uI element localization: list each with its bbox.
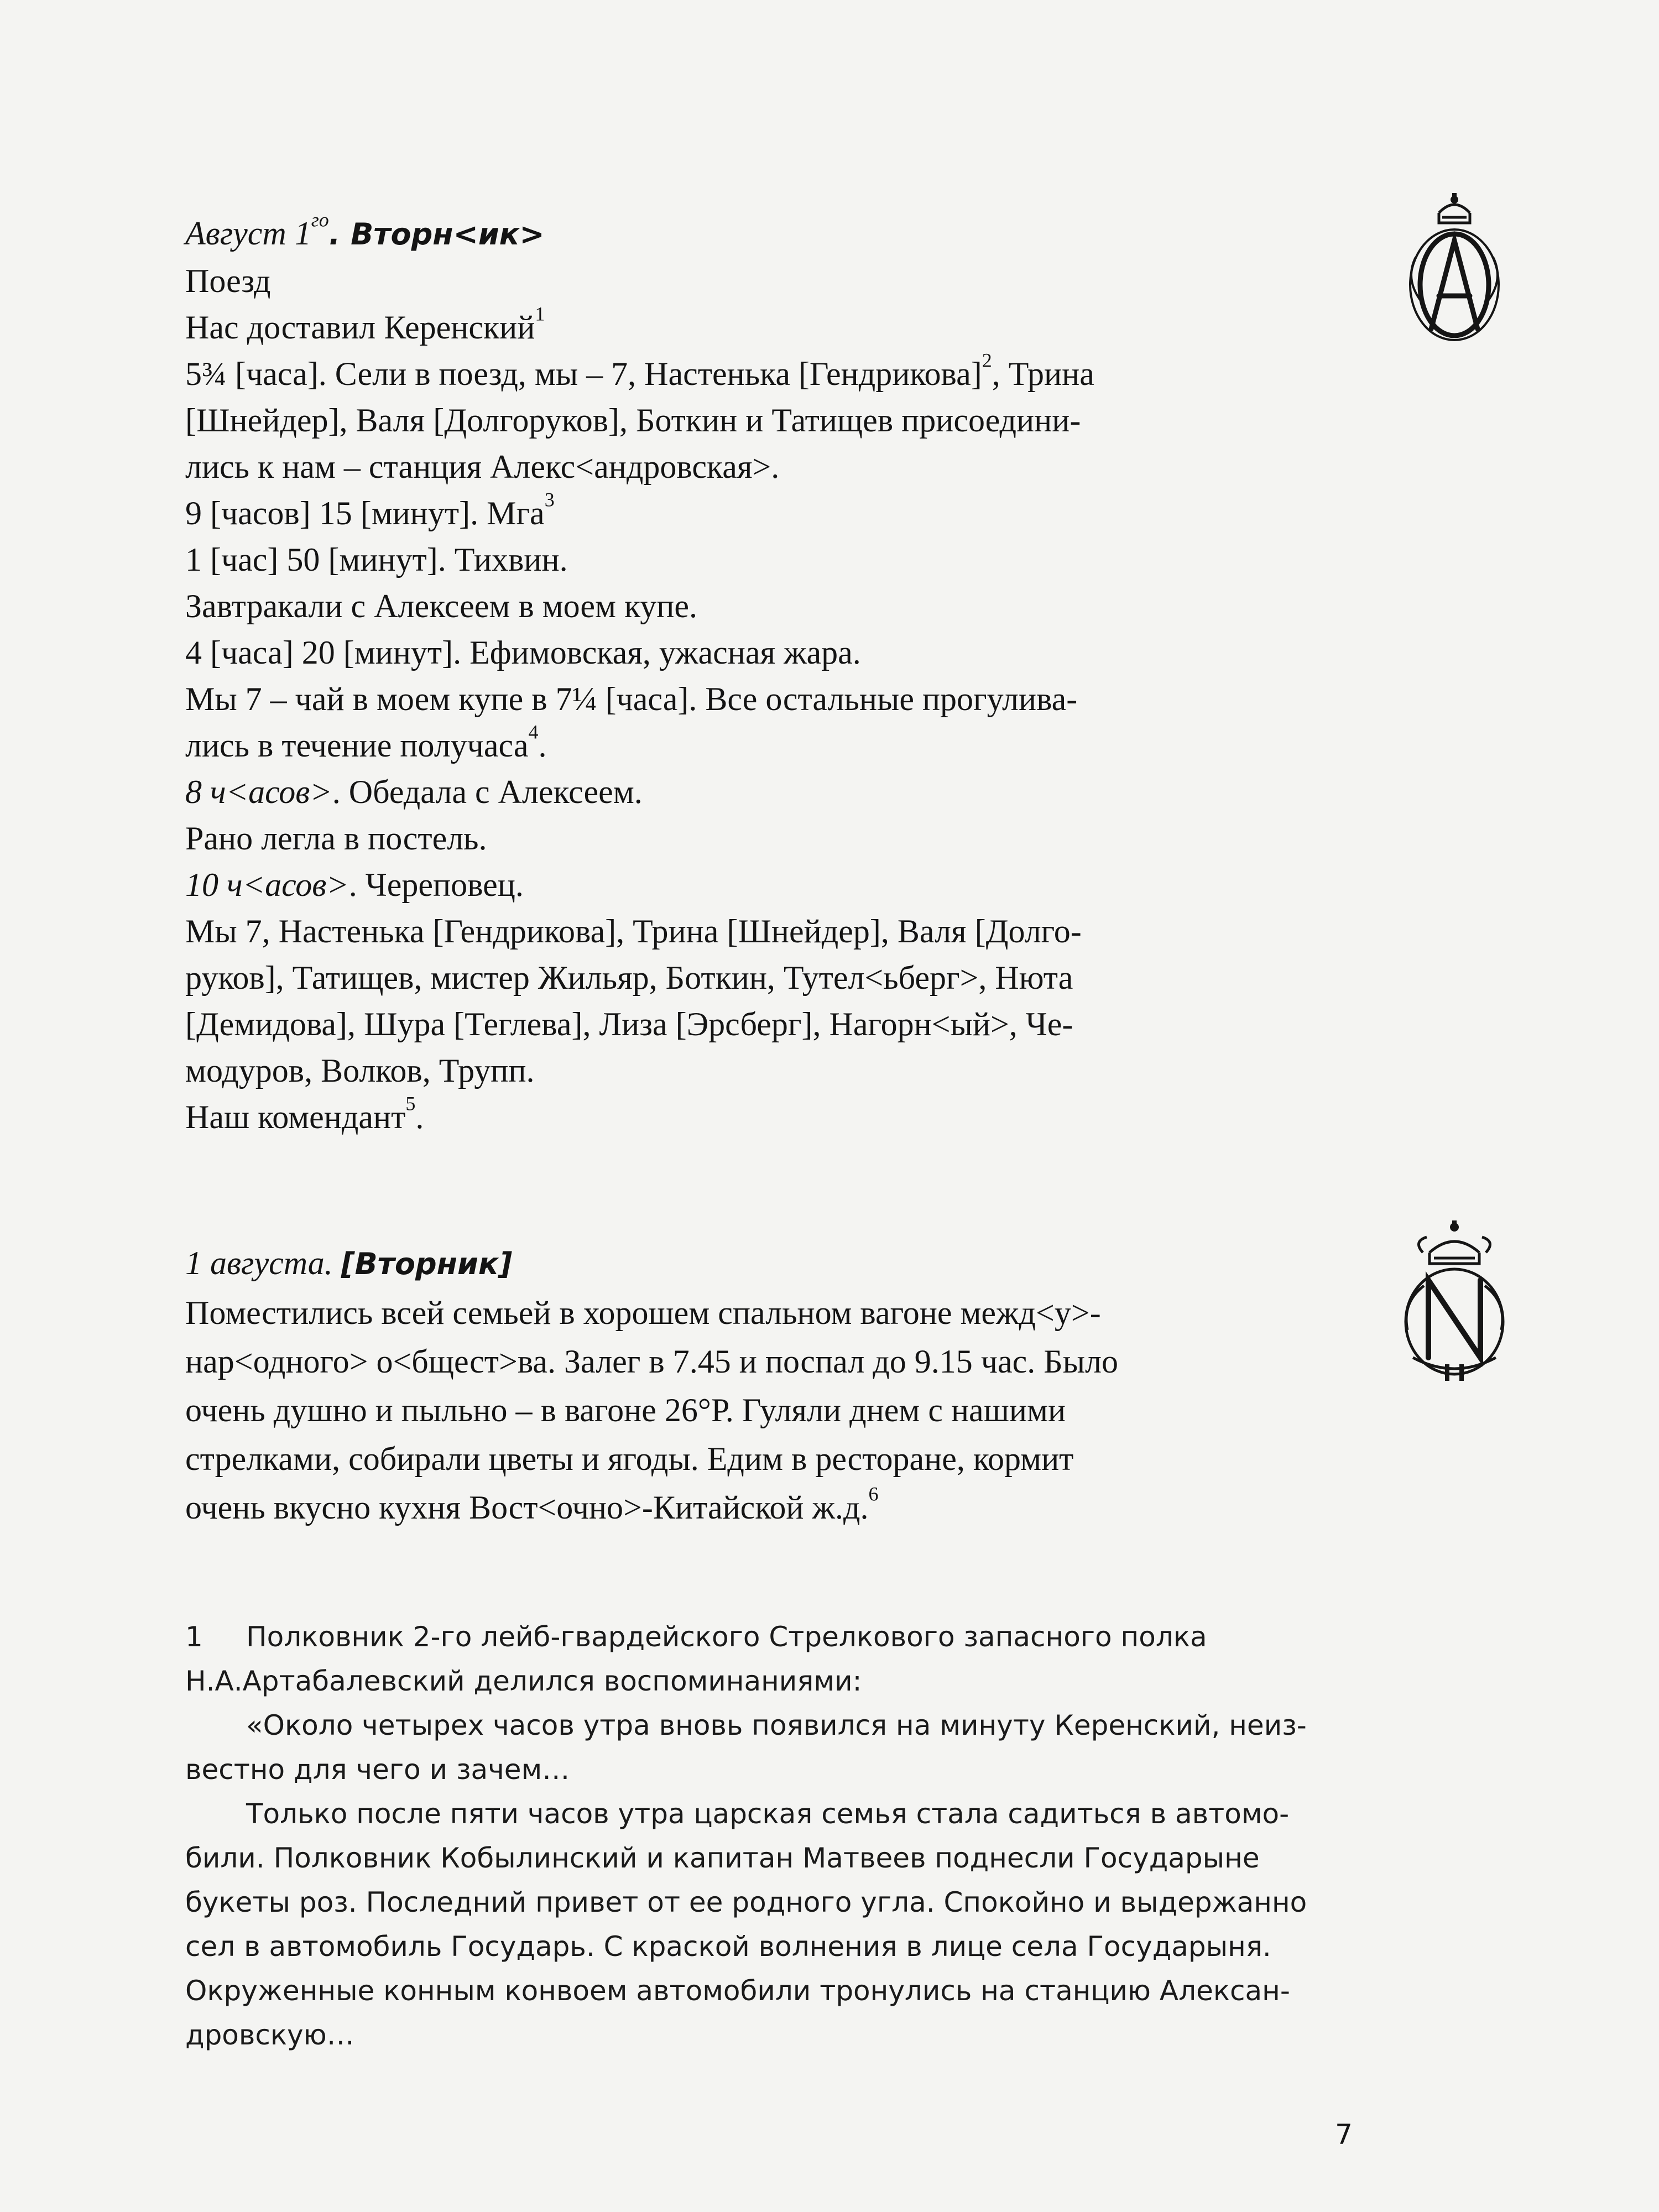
entry-time: 10 ч<асов> bbox=[185, 867, 349, 903]
entry-line: [Шнейдер], Валя [Долгоруков], Боткин и Татищев присоедини- bbox=[185, 402, 1081, 439]
entry-line: Мы 7 – чай в моем купе в 7¼ [часа]. Все остальные прогулива- bbox=[185, 681, 1078, 717]
entry-line: Завтракали с Алексеем в моем купе. bbox=[185, 588, 698, 624]
heading-date: Август 1 bbox=[185, 215, 311, 252]
footnote-number: 1 bbox=[185, 1621, 203, 1653]
footnote-line: Н.А.Артабалевский делился воспоминаниями: bbox=[185, 1665, 862, 1697]
entry-line: Поезд bbox=[185, 263, 271, 299]
footnote-line: букеты роз. Последний привет от ее родного угла. Спокойно и выдержанно bbox=[185, 1886, 1307, 1918]
entry-line bbox=[185, 304, 1374, 351]
entry-line bbox=[185, 490, 1374, 536]
footnote-ref: 3 bbox=[544, 488, 555, 511]
entry-line-text: Нас доставил Керенский bbox=[185, 309, 535, 346]
entry-line: лись в течение получаса$^4$. bbox=[185, 721, 547, 764]
entry-line-text: 9 [часов] 15 [минут]. Мга bbox=[185, 495, 545, 531]
heading-superscript: го bbox=[311, 208, 329, 231]
entry-line: Поместились всей семьей в хорошем спальном вагоне межд<у>- bbox=[185, 1295, 1101, 1331]
entry-line: нар<одного> о<бщест>ва. Залег в 7.45 и поспал до 9.15 час. Было bbox=[185, 1343, 1118, 1380]
entry-line: стрелками, собирали цветы и ягоды. Едим в ресторане, кормит bbox=[185, 1441, 1074, 1477]
entry-line-text: . Череповец. bbox=[348, 867, 524, 903]
entry-line bbox=[185, 862, 1374, 908]
entry-heading bbox=[185, 210, 1374, 258]
heading-day: [Вторник] bbox=[341, 1246, 513, 1281]
footnote-line: дровскую… bbox=[185, 2019, 354, 2051]
entry-line: Мы 7, Настенька [Гендрикова], Трина [Шнейдер], Валя [Долго- bbox=[185, 913, 1082, 950]
footnote-ref: 2 bbox=[982, 349, 992, 372]
footnote-ref: 6 bbox=[868, 1483, 879, 1505]
footnote-line: вестно для чего и зачем… bbox=[185, 1754, 570, 1786]
entry-line: 1 [час] 50 [минут]. Тихвин. bbox=[185, 541, 568, 578]
entry-line-text: 5¾ [часа]. Сели в поезд, мы – 7, Настенька [Гендрикова] bbox=[185, 356, 982, 392]
entry-line: 4 [часа] 20 [минут]. Ефимовская, ужасная жара. bbox=[185, 634, 861, 671]
entry-line: руков], Татищев, мистер Жильяр, Боткин, Тутел<ьберг>, Нюта bbox=[185, 959, 1073, 996]
footnote-line: били. Полковник Кобылинский и капитан Матвеев поднесли Государыне bbox=[185, 1842, 1260, 1874]
footnote-text: Полковник 2-го лейб-гвардейского Стрелкового запасного полка bbox=[246, 1621, 1207, 1653]
entry-line-text: лись в течение получаса bbox=[185, 727, 529, 764]
entry-line bbox=[185, 1483, 1374, 1532]
footnote-line: Только после пяти часов утра царская семья стала садиться в автомо- bbox=[246, 1798, 1290, 1830]
footnote-ref: 4 bbox=[528, 721, 539, 743]
diary-entry-nicholas bbox=[185, 1239, 1374, 1532]
entry-line bbox=[185, 351, 1374, 397]
footnote-ref: 1 bbox=[535, 302, 545, 325]
entry-line: лись к нам – станция Алекс<андровская>. bbox=[185, 448, 780, 485]
entry-line: [Демидова], Шура [Теглева], Лиза [Эрсберг], Нагорн<ый>, Че- bbox=[185, 1006, 1073, 1042]
footnote-ref: 5 bbox=[405, 1092, 416, 1115]
diary-entry-alexandra bbox=[185, 210, 1374, 1140]
crowned-monogram-a-icon bbox=[1399, 191, 1510, 346]
heading-day: . Вторн<ик> bbox=[328, 217, 545, 252]
footnote-line: Окруженные конным конвоем автомобили тронулись на станцию Алексан- bbox=[185, 1975, 1290, 2007]
crowned-monogram-n-icon bbox=[1396, 1219, 1512, 1385]
entry-time: 8 ч<асов> bbox=[185, 774, 332, 810]
entry-line bbox=[185, 769, 1374, 815]
entry-heading bbox=[185, 1239, 1374, 1288]
heading-date: 1 августа. bbox=[185, 1245, 341, 1281]
entry-line: модуров, Волков, Трупп. bbox=[185, 1052, 535, 1089]
entry-line-text: . Обедала с Алексеем. bbox=[332, 774, 643, 810]
footnote-line: сел в автомобиль Государь. С краской волнения в лице села Государыня. bbox=[185, 1931, 1271, 1963]
footnote bbox=[185, 1615, 1374, 2057]
entry-line-text: , Трина bbox=[992, 356, 1094, 392]
entry-line: Рано легла в постель. bbox=[185, 820, 487, 857]
entry-line: Наш комендант$^5$. bbox=[185, 1092, 424, 1135]
entry-line-text: Наш комендант bbox=[185, 1099, 406, 1135]
page-number: 7 bbox=[1335, 2119, 1353, 2151]
footnote-line bbox=[185, 1615, 1374, 1659]
footnote-line: «Около четырех часов утра вновь появился на минуту Керенский, неиз- bbox=[246, 1709, 1307, 1741]
entry-line: очень душно и пыльно – в вагоне 26°Р. Гуляли днем с нашими bbox=[185, 1392, 1066, 1428]
entry-line-text: очень вкусно кухня Вост<очно>-Китайской ж.д. bbox=[185, 1489, 869, 1526]
